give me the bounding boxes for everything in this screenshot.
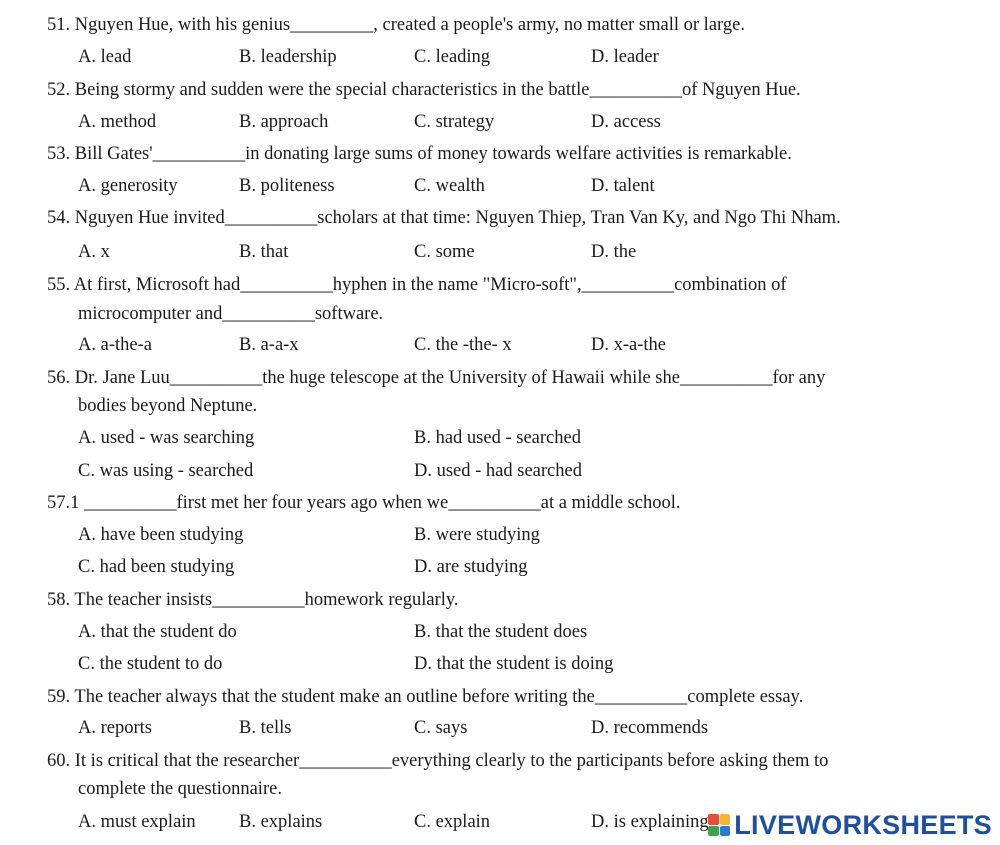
q59-option-b[interactable]: B. tells xyxy=(239,718,292,738)
q58-option-c[interactable]: C. the student to do xyxy=(78,654,223,674)
q52-option-d[interactable]: D. access xyxy=(591,112,661,132)
q60-option-d[interactable]: D. is explaining xyxy=(591,812,709,832)
logo-square-red xyxy=(708,814,719,825)
q53-option-d[interactable]: D. talent xyxy=(591,176,655,196)
q59-option-d[interactable]: D. recommends xyxy=(591,718,709,738)
q57-option-c[interactable]: C. had been studying xyxy=(78,557,235,577)
liveworksheets-logo-text: LIVEWORKSHEETS xyxy=(734,809,992,840)
q60-option-c[interactable]: C. explain xyxy=(414,812,491,832)
q55-option-b[interactable]: B. a-a-x xyxy=(239,335,299,355)
q53-option-b[interactable]: B. politeness xyxy=(239,176,335,196)
q52-option-c[interactable]: C. strategy xyxy=(414,112,495,132)
question-54-text: 54. Nguyen Hue invited__________scholars at that time: Nguyen Thiep, Tran Van Ky, and Ngo Thi Nham. xyxy=(47,208,841,228)
liveworksheets-logo-icon xyxy=(708,814,730,836)
logo-square-yellow xyxy=(720,814,731,825)
q59-option-c[interactable]: C. says xyxy=(414,718,468,738)
question-57-text: 57.1 __________first met her four years ago when we__________at a middle school. xyxy=(47,493,681,513)
q54-option-b[interactable]: B. that xyxy=(239,242,289,262)
q53-option-c[interactable]: C. wealth xyxy=(414,176,485,196)
q56-option-c[interactable]: C. was using - searched xyxy=(78,461,254,481)
question-51-text: 51. Nguyen Hue, with his genius_________, created a people's army, no matter small or large. xyxy=(47,15,745,35)
q58-option-b[interactable]: B. that the student does xyxy=(414,622,588,642)
q56-option-d[interactable]: D. used - had searched xyxy=(414,461,582,481)
q52-option-b[interactable]: B. approach xyxy=(239,112,329,132)
q51-option-d[interactable]: D. leader xyxy=(591,47,659,67)
logo-square-blue xyxy=(720,826,731,837)
logo-square-green xyxy=(708,826,719,837)
q51-option-c[interactable]: C. leading xyxy=(414,47,491,67)
q57-option-d[interactable]: D. are studying xyxy=(414,557,528,577)
q57-option-b[interactable]: B. were studying xyxy=(414,525,540,545)
question-59-text: 59. The teacher always that the student make an outline before writing the__________complete essay. xyxy=(47,687,804,707)
question-55-text-cont: microcomputer and__________software. xyxy=(78,304,384,324)
q55-option-a[interactable]: A. a-the-a xyxy=(78,335,152,355)
q59-option-a[interactable]: A. reports xyxy=(78,718,152,738)
q56-option-b[interactable]: B. had used - searched xyxy=(414,428,581,448)
q55-option-c[interactable]: C. the -the- x xyxy=(414,335,512,355)
q57-option-a[interactable]: A. have been studying xyxy=(78,525,244,545)
q58-option-a[interactable]: A. that the student do xyxy=(78,622,237,642)
question-58-text: 58. The teacher insists__________homework regularly. xyxy=(47,590,459,610)
q54-option-c[interactable]: C. some xyxy=(414,242,475,262)
q52-option-a[interactable]: A. method xyxy=(78,112,157,132)
q51-option-b[interactable]: B. leadership xyxy=(239,47,337,67)
question-60-text: 60. It is critical that the researcher__________everything clearly to the participants before asking them to xyxy=(47,751,829,771)
q54-option-d[interactable]: D. the xyxy=(591,242,637,262)
q51-option-a[interactable]: A. lead xyxy=(78,47,132,67)
question-56-text: 56. Dr. Jane Luu__________the huge telescope at the University of Hawaii while she__________for any xyxy=(47,368,826,388)
question-60-text-cont: complete the questionnaire. xyxy=(78,779,282,799)
question-56-text-cont: bodies beyond Neptune. xyxy=(78,396,258,416)
q56-option-a[interactable]: A. used - was searching xyxy=(78,428,255,448)
q60-option-a[interactable]: A. must explain xyxy=(78,812,196,832)
top-strip xyxy=(0,0,1000,6)
question-55-text: 55. At first, Microsoft had__________hyphen in the name "Micro-soft",__________combination of xyxy=(47,275,787,295)
question-53-text: 53. Bill Gates'__________in donating large sums of money towards welfare activities is remarkable. xyxy=(47,144,792,164)
q58-option-d[interactable]: D. that the student is doing xyxy=(414,654,614,674)
q53-option-a[interactable]: A. generosity xyxy=(78,176,178,196)
q60-option-b[interactable]: B. explains xyxy=(239,812,323,832)
liveworksheets-logo[interactable] xyxy=(708,808,992,842)
question-52-text: 52. Being stormy and sudden were the special characteristics in the battle__________of Nguyen Hue. xyxy=(47,80,801,100)
q54-option-a[interactable]: A. x xyxy=(78,242,110,262)
q55-option-d[interactable]: D. x-a-the xyxy=(591,335,666,355)
